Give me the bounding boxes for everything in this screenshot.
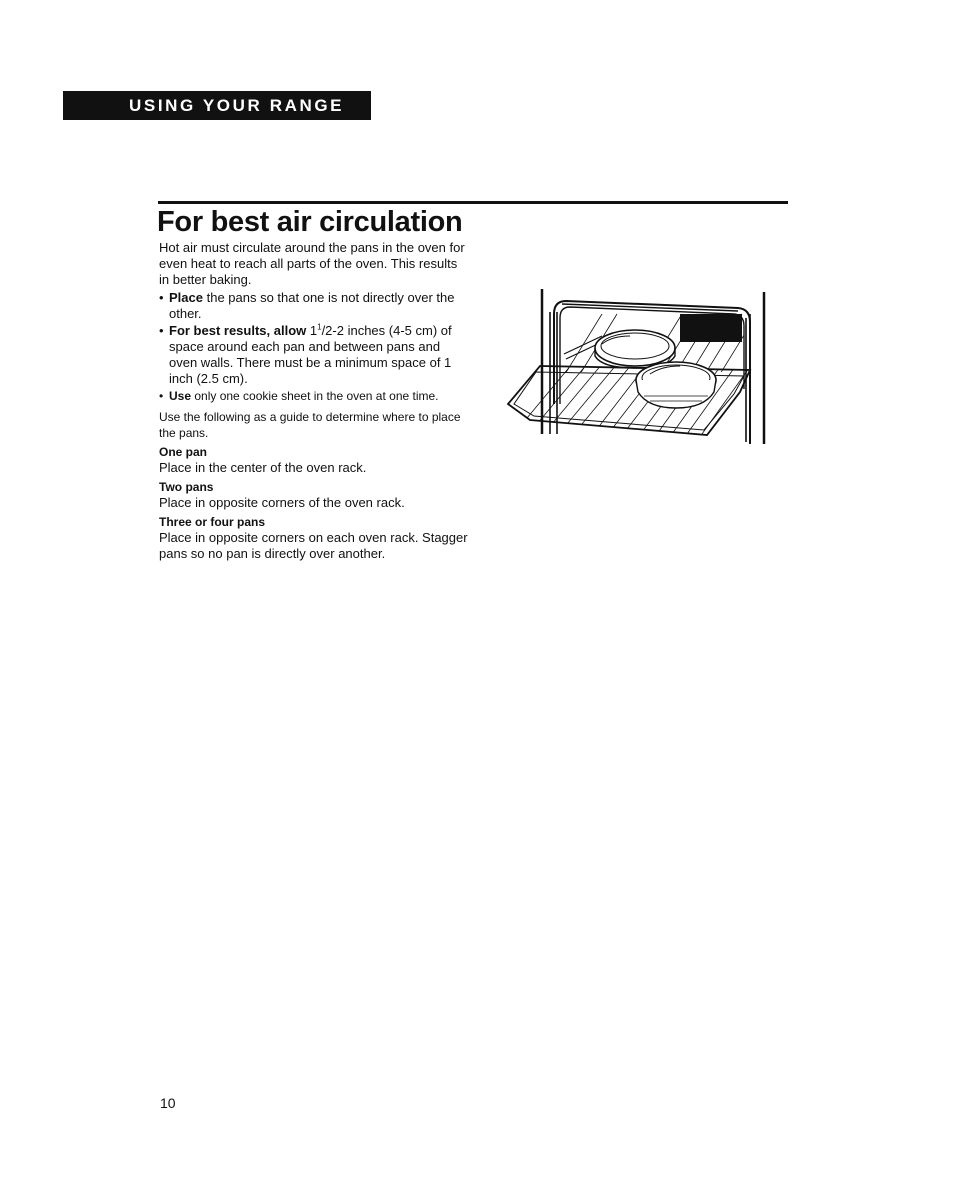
bullet-text: /2-2 inches (4-5 cm) of space around each pan and between pans and oven walls. There must be a minimum space of 1 inch (2.5 cm). (169, 323, 452, 386)
oven-rack-with-pans-illustration (502, 284, 770, 449)
bullet-text: the pans so that one is not directly over the other. (169, 290, 455, 321)
oven-illustration-icon (502, 284, 770, 449)
bullet-lead: For best results, allow (169, 323, 307, 338)
tips-list (159, 290, 469, 404)
case-heading-two-pans: Two pans (159, 480, 214, 494)
case-heading-three-four-pans: Three or four pans (159, 515, 266, 529)
case-text-one-pan: Place in the center of the oven rack. (159, 460, 367, 475)
fraction-numerator: 1 (317, 322, 322, 332)
bullet-lead: Use (169, 389, 192, 403)
page-title: For best air circulation (157, 206, 463, 238)
bullet-icon: • (159, 389, 164, 403)
list-item (159, 388, 469, 404)
bullet-lead: Place (169, 290, 203, 305)
guide-intro: Use the following as a guide to determine where to place the pans. (159, 410, 461, 440)
page-number: 10 (160, 1095, 176, 1111)
list-item (159, 323, 469, 387)
intro-paragraph: Hot air must circulate around the pans in the oven for even heat to reach all parts of the oven. This results in better baking. (159, 240, 465, 287)
bullet-text: 1 (306, 323, 318, 338)
bullet-icon: • (159, 290, 164, 305)
list-item (159, 290, 469, 322)
case-text-three-four-pans: Place in opposite corners on each oven rack. Stagger pans so no pan is directly over another. (159, 530, 468, 561)
bullet-icon: • (159, 323, 164, 338)
case-heading-one-pan: One pan (159, 445, 208, 459)
case-text-two-pans: Place in opposite corners of the oven rack. (159, 495, 405, 510)
bullet-text: only one cookie sheet in the oven at one time. (191, 389, 439, 403)
section-banner: USING YOUR RANGE (63, 91, 371, 120)
content-column (159, 240, 469, 565)
